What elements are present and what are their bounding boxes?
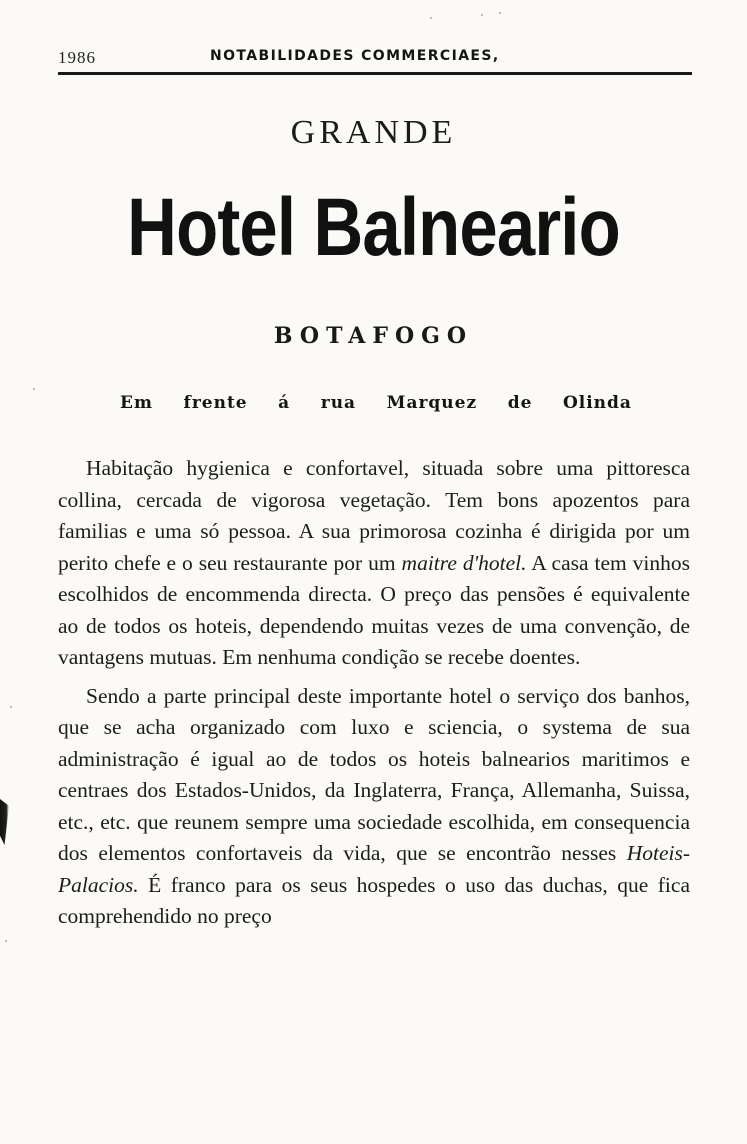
- description-paragraph-one: [58, 453, 690, 674]
- hotel-address: [120, 393, 632, 413]
- address-word: Marquez: [386, 393, 478, 413]
- paragraph-text: É franco para os seus hospedes o uso das duchas, que fica comprehendido no preço: [58, 872, 690, 928]
- address-word: rua: [320, 393, 357, 413]
- hotel-name: Hotel Balneario: [127, 182, 620, 273]
- running-title: NOTABILIDADES COMMERCIAES,: [210, 48, 500, 64]
- address-word: Em: [120, 393, 153, 413]
- italic-phrase: maitre d'hotel.: [401, 550, 527, 575]
- address-word: frente: [183, 393, 248, 413]
- district-name: BOTAFOGO: [273, 323, 474, 349]
- paragraph-text: Sendo a parte principal deste importante hotel o serviço dos banhos, que se acha organizado com luxo e sciencia, o systema de sua administração é igual ao de todos os hoteis balnearios maritimos e centraes dos Estados-Unidos, da Inglaterra, França, Allemanha, Suissa, etc., etc. que reunem sempre uma sociedade escolhida, em consequencia dos elementos confortaveis da vida, que se encontrão nesses: [58, 683, 690, 865]
- address-word: á: [278, 393, 291, 413]
- hotel-description: [58, 453, 690, 933]
- scan-speck: [499, 12, 501, 14]
- scan-speck: [481, 14, 483, 16]
- scan-speck: [33, 388, 35, 390]
- page-number: 1986: [58, 48, 96, 67]
- scan-speck: [5, 940, 7, 942]
- paragraph-text: A casa tem vinhos escolhidos de encommenda directa. O preço das pensões é equivalente ao de todos os hoteis, dependendo muitas vezes de uma convenção, de vantagens mutuas. Em nenhuma condição se recebe doentes.: [58, 550, 690, 669]
- italic-phrase: Hoteis-Palacios.: [58, 841, 690, 897]
- address-word: Olinda: [562, 393, 632, 413]
- address-word: de: [507, 393, 533, 413]
- description-paragraph-two: [58, 681, 690, 933]
- advertisement-label: GRANDE: [290, 114, 457, 151]
- paragraph-text: Habitação hygienica e confortavel, situada sobre uma pittoresca collina, cercada de vigorosa vegetação. Tem bons apozentos para familias e uma só pessoa. A sua primorosa cozinha é dirigida por um perito chefe e o seu restaurante por um: [58, 456, 690, 575]
- running-header: [58, 44, 692, 75]
- scan-speck: [10, 706, 12, 708]
- scan-speck: [430, 17, 432, 19]
